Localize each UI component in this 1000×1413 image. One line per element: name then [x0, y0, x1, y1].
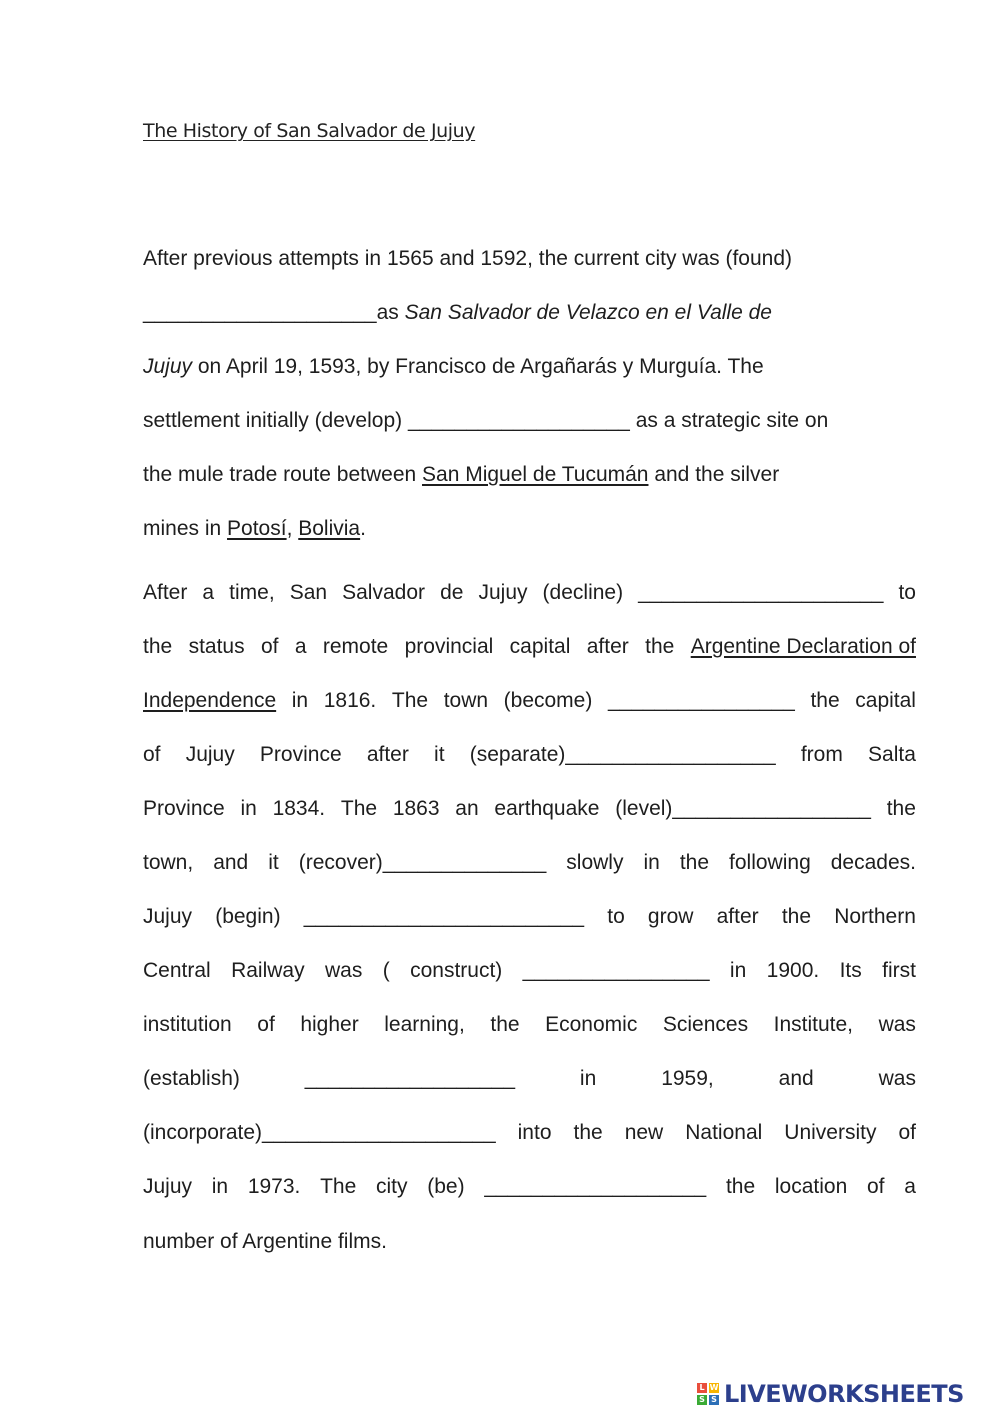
word: of: [866, 1175, 885, 1198]
text-line-8: [143, 632, 916, 662]
word: 1816.: [323, 689, 377, 712]
italic-city-name: San Salvador de Velazco en el Valle de: [404, 301, 772, 324]
text-line-13: [143, 902, 916, 932]
word: provincial: [404, 635, 494, 658]
text-line-19: number of Argentine films.: [143, 1230, 387, 1253]
word: the: [490, 1013, 520, 1036]
logo-tile-2: W: [709, 1383, 719, 1392]
word: of: [143, 743, 161, 766]
word: new: [624, 1121, 664, 1144]
word: time,: [229, 581, 275, 604]
word: of: [257, 1013, 275, 1036]
word: construct): [410, 959, 503, 982]
answer-blank[interactable]: (recover)______________: [298, 851, 547, 874]
word: it: [434, 743, 445, 766]
text-line-10: [143, 740, 916, 770]
word: town,: [143, 851, 194, 874]
text-line-5-end: and the silver: [648, 463, 780, 486]
word: a: [904, 1175, 916, 1198]
answer-blank[interactable]: ___________________: [484, 1175, 707, 1198]
word: an: [455, 797, 479, 820]
word: grow: [647, 905, 694, 928]
word: the: [781, 905, 812, 928]
word: Jujuy: [143, 1175, 193, 1198]
word: after: [716, 905, 759, 928]
word: institution: [143, 1013, 232, 1036]
word: Its: [839, 959, 862, 982]
word: the: [143, 635, 173, 658]
word: earthquake: [494, 797, 600, 820]
word: (: [382, 959, 390, 982]
word: Salvador: [342, 581, 426, 604]
word: location: [774, 1175, 848, 1198]
logo-text: LIVEWORKSHEETS: [724, 1380, 964, 1408]
answer-blank[interactable]: __________________: [304, 1067, 516, 1090]
text-line-18: [143, 1172, 916, 1202]
word: first: [882, 959, 916, 982]
word: The: [391, 689, 429, 712]
word: and: [778, 1067, 814, 1090]
word: 1959,: [661, 1067, 714, 1090]
word: Jujuy: [143, 905, 193, 928]
word: The: [320, 1175, 357, 1198]
liveworksheets-logo: [697, 1379, 964, 1409]
word: higher: [300, 1013, 359, 1036]
text-line-3: [143, 352, 916, 382]
word: (establish): [143, 1067, 240, 1090]
word: in: [729, 959, 747, 982]
word: of: [898, 1121, 916, 1144]
word: National: [685, 1121, 763, 1144]
word: to: [898, 581, 916, 604]
word: Northern: [834, 905, 916, 928]
answer-blank[interactable]: _____________________: [638, 581, 884, 604]
link-independence[interactable]: Independence: [143, 689, 277, 712]
answer-blank[interactable]: ________________________: [303, 905, 585, 928]
word: Railway: [231, 959, 305, 982]
word: was: [878, 1067, 916, 1090]
word: from: [800, 743, 843, 766]
answer-blank[interactable]: (incorporate)____________________: [143, 1121, 496, 1144]
answer-blank[interactable]: ________________: [607, 689, 795, 712]
logo-mark-icon: [697, 1383, 719, 1405]
word: learning,: [384, 1013, 465, 1036]
word: capital: [855, 689, 916, 712]
text-line-16: [143, 1064, 916, 1094]
word: in: [643, 851, 660, 874]
word: University: [784, 1121, 877, 1144]
word: 1834.: [272, 797, 326, 820]
answer-blank[interactable]: (separate)__________________: [469, 743, 776, 766]
link-argentine-declaration[interactable]: Argentine Declaration of: [690, 635, 916, 658]
word: in: [579, 1067, 597, 1090]
word: the: [810, 689, 840, 712]
word: (become): [503, 689, 593, 712]
logo-tile-1: L: [697, 1383, 707, 1393]
word: the: [645, 635, 675, 658]
word: (be): [427, 1175, 465, 1198]
word: the: [679, 851, 710, 874]
text-line-17: [143, 1118, 916, 1148]
word: Salta: [868, 743, 916, 766]
word: in: [291, 689, 309, 712]
word: slowly: [566, 851, 624, 874]
word: a: [294, 635, 307, 658]
word: (begin): [215, 905, 281, 928]
blank-found[interactable]: ____________________as: [143, 301, 405, 324]
word: (decline): [542, 581, 624, 604]
text-line-6-start: mines in: [143, 517, 228, 540]
text-line-7: [143, 578, 916, 608]
text-line-3-rest: on April 19, 1593, by Francisco de Argañarás y Murguía. The: [192, 355, 764, 378]
link-bolivia[interactable]: Bolivia: [298, 517, 361, 540]
word: Sciences: [662, 1013, 749, 1036]
word: to: [607, 905, 625, 928]
word: 1900.: [766, 959, 820, 982]
word: Jujuy: [185, 743, 235, 766]
word: after: [586, 635, 629, 658]
word: in: [240, 797, 257, 820]
text-line-9: [143, 686, 916, 716]
text-line-11: [143, 794, 916, 824]
word: Institute,: [773, 1013, 854, 1036]
word: 1863: [392, 797, 440, 820]
word: was: [878, 1013, 916, 1036]
comma: ,: [286, 517, 299, 540]
word: Economic: [545, 1013, 638, 1036]
text-line-2: [143, 298, 916, 328]
word: Central: [143, 959, 211, 982]
word: decades.: [830, 851, 916, 874]
text-line-5: [143, 460, 916, 490]
document-title: The History of San Salvador de Jujuy: [143, 120, 476, 142]
word: and: [213, 851, 249, 874]
word: capital: [509, 635, 571, 658]
text-line-14: [143, 956, 916, 986]
word: of: [260, 635, 279, 658]
text-line-5-start: the mule trade route between: [143, 463, 423, 486]
word: After: [143, 581, 188, 604]
word: 1973.: [247, 1175, 301, 1198]
logo-tile-3: S: [697, 1395, 707, 1405]
text-line-12: [143, 848, 916, 878]
word: was: [324, 959, 363, 982]
link-potosi[interactable]: Potosí: [227, 517, 287, 540]
word: the: [573, 1121, 603, 1144]
word: following: [729, 851, 811, 874]
word: the: [886, 797, 916, 820]
answer-blank[interactable]: ________________: [522, 959, 710, 982]
word: Province: [143, 797, 225, 820]
word: Province: [259, 743, 342, 766]
text-line-1: After previous attempts in 1565 and 1592, the current city was (found): [143, 247, 793, 270]
period: .: [360, 517, 366, 540]
word: in: [211, 1175, 229, 1198]
text-line-15: [143, 1010, 916, 1040]
word: into: [517, 1121, 552, 1144]
word: after: [366, 743, 409, 766]
text-line-4: settlement initially (develop) ___________________ as a strategic site on: [143, 409, 829, 432]
word: The: [340, 797, 378, 820]
text-line-6: [143, 514, 916, 544]
word: town: [443, 689, 489, 712]
word: de: [440, 581, 464, 604]
word: it: [268, 851, 279, 874]
word: San: [289, 581, 328, 604]
link-san-miguel-de-tucuman[interactable]: San Miguel de Tucumán: [422, 463, 649, 486]
logo-tile-4: S: [709, 1395, 719, 1405]
word: status: [188, 635, 245, 658]
word: the: [725, 1175, 756, 1198]
word: city: [376, 1175, 408, 1198]
word: a: [202, 581, 215, 604]
answer-blank[interactable]: (level)_________________: [615, 797, 871, 820]
word: Jujuy: [478, 581, 528, 604]
italic-jujuy: Jujuy: [143, 355, 193, 378]
word: remote: [322, 635, 389, 658]
